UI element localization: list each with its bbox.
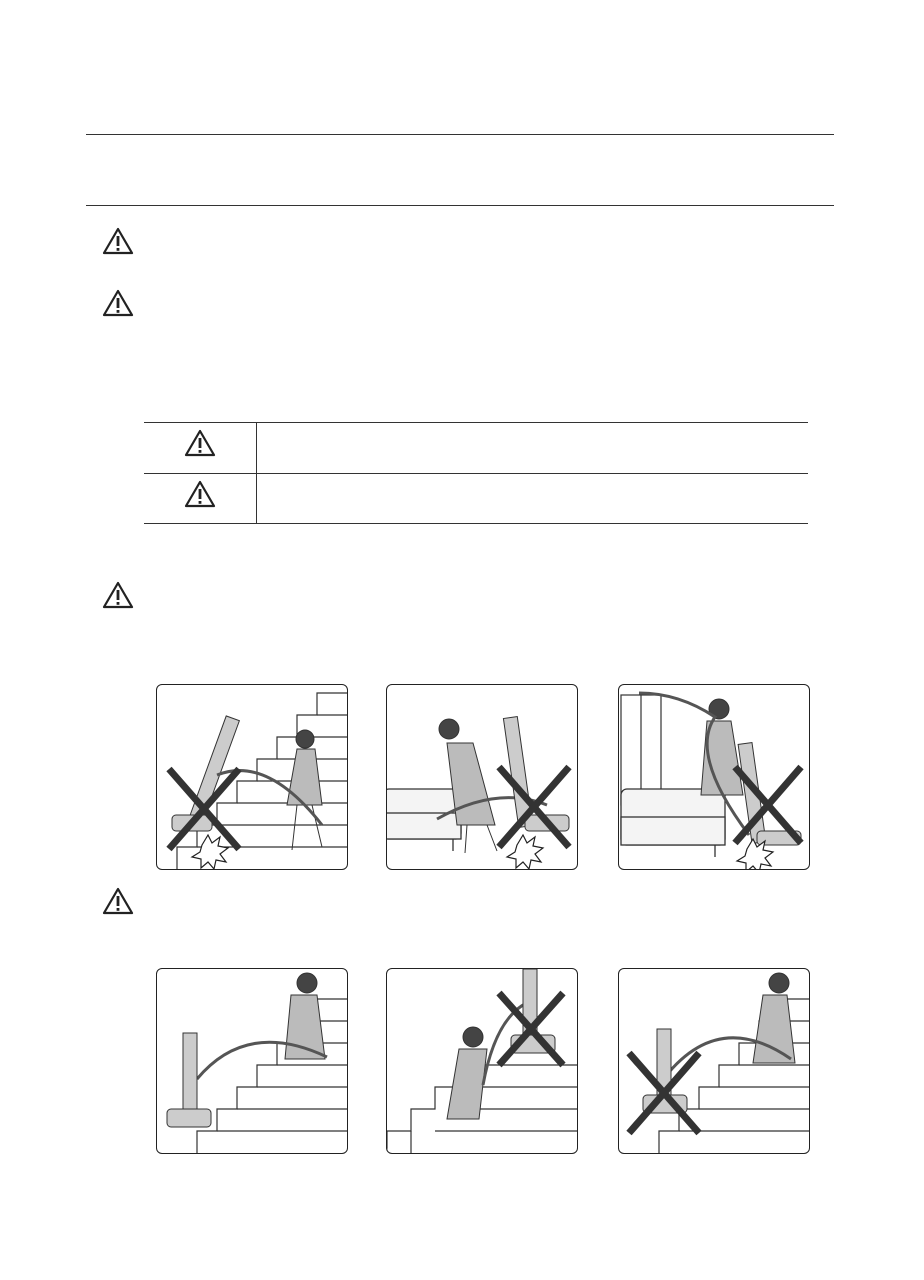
illustration-stairs-prohibited [156, 684, 348, 870]
legend-row [144, 473, 808, 523]
illustration-sofa-prohibited [386, 684, 578, 870]
sofa-figure [387, 789, 461, 851]
warning-icon [102, 580, 134, 610]
prohibited-cross-icon [499, 767, 569, 847]
warning-icon [102, 288, 134, 318]
header-bottom-rule [86, 205, 834, 206]
woman-figure [285, 973, 325, 1059]
vacuum-figure [167, 1033, 211, 1127]
symbol-legend-table [144, 422, 808, 524]
woman-figure [447, 1027, 487, 1119]
warning-icon [184, 479, 216, 509]
legend-row [144, 422, 808, 472]
warning-icon [102, 226, 134, 256]
sofa-figure [621, 789, 725, 857]
illustration-stairs-bottom-correct [156, 968, 348, 1154]
impact-burst [507, 835, 543, 869]
warning-icon [184, 428, 216, 458]
illustration-high-reach-prohibited [618, 684, 810, 870]
woman-figure [287, 730, 322, 850]
table-rule [144, 523, 808, 524]
illustration-upper-step-prohibited [386, 968, 578, 1154]
header-top-rule [86, 134, 834, 135]
warning-icon [102, 886, 134, 916]
illustration-lower-step-prohibited [618, 968, 810, 1154]
